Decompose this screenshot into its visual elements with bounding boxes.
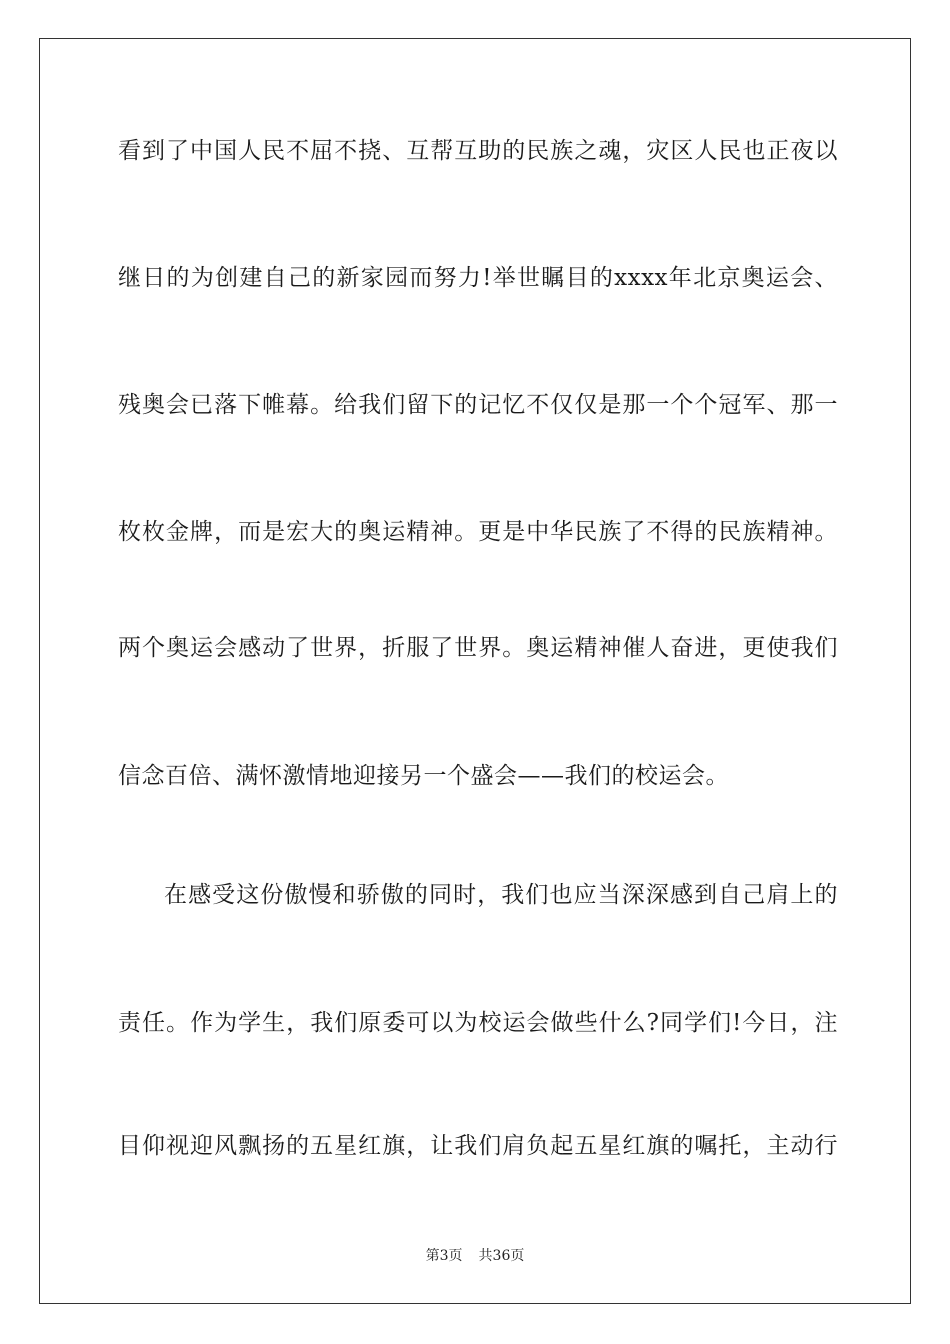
body-text-line: 责任。作为学生，我们原委可以为校运会做些什么?同学们!今日，注 (118, 1010, 838, 1036)
body-text-line: 枚枚金牌，而是宏大的奥运精神。更是中华民族了不得的民族精神。 (118, 519, 838, 545)
body-text-line: 继日的为创建自己的新家园而努力!举世瞩目的xxxx年北京奥运会、 (118, 265, 838, 291)
body-text-line: 目仰视迎风飘扬的五星红旗，让我们肩负起五星红旗的嘱托，主动行 (118, 1133, 838, 1159)
page-border (39, 38, 911, 1304)
page-total: 共36页 (478, 1248, 525, 1264)
body-text-line: 残奥会已落下帷幕。给我们留下的记忆不仅仅是那一个个冠军、那一 (118, 392, 838, 418)
body-text-line: 信念百倍、满怀激情地迎接另一个盛会——我们的校运会。 (118, 763, 729, 789)
body-text-line: 两个奥运会感动了世界，折服了世界。奥运精神催人奋进，更使我们 (118, 635, 838, 661)
page-footer (0, 1246, 950, 1266)
body-text-line: 看到了中国人民不屈不挠、互帮互助的民族之魂，灾区人民也正夜以 (118, 138, 838, 164)
page-number: 第3页 (425, 1248, 463, 1264)
paragraph-first-line: 在感受这份傲慢和骄傲的同时，我们也应当深深感到自己肩上的 (164, 882, 838, 908)
